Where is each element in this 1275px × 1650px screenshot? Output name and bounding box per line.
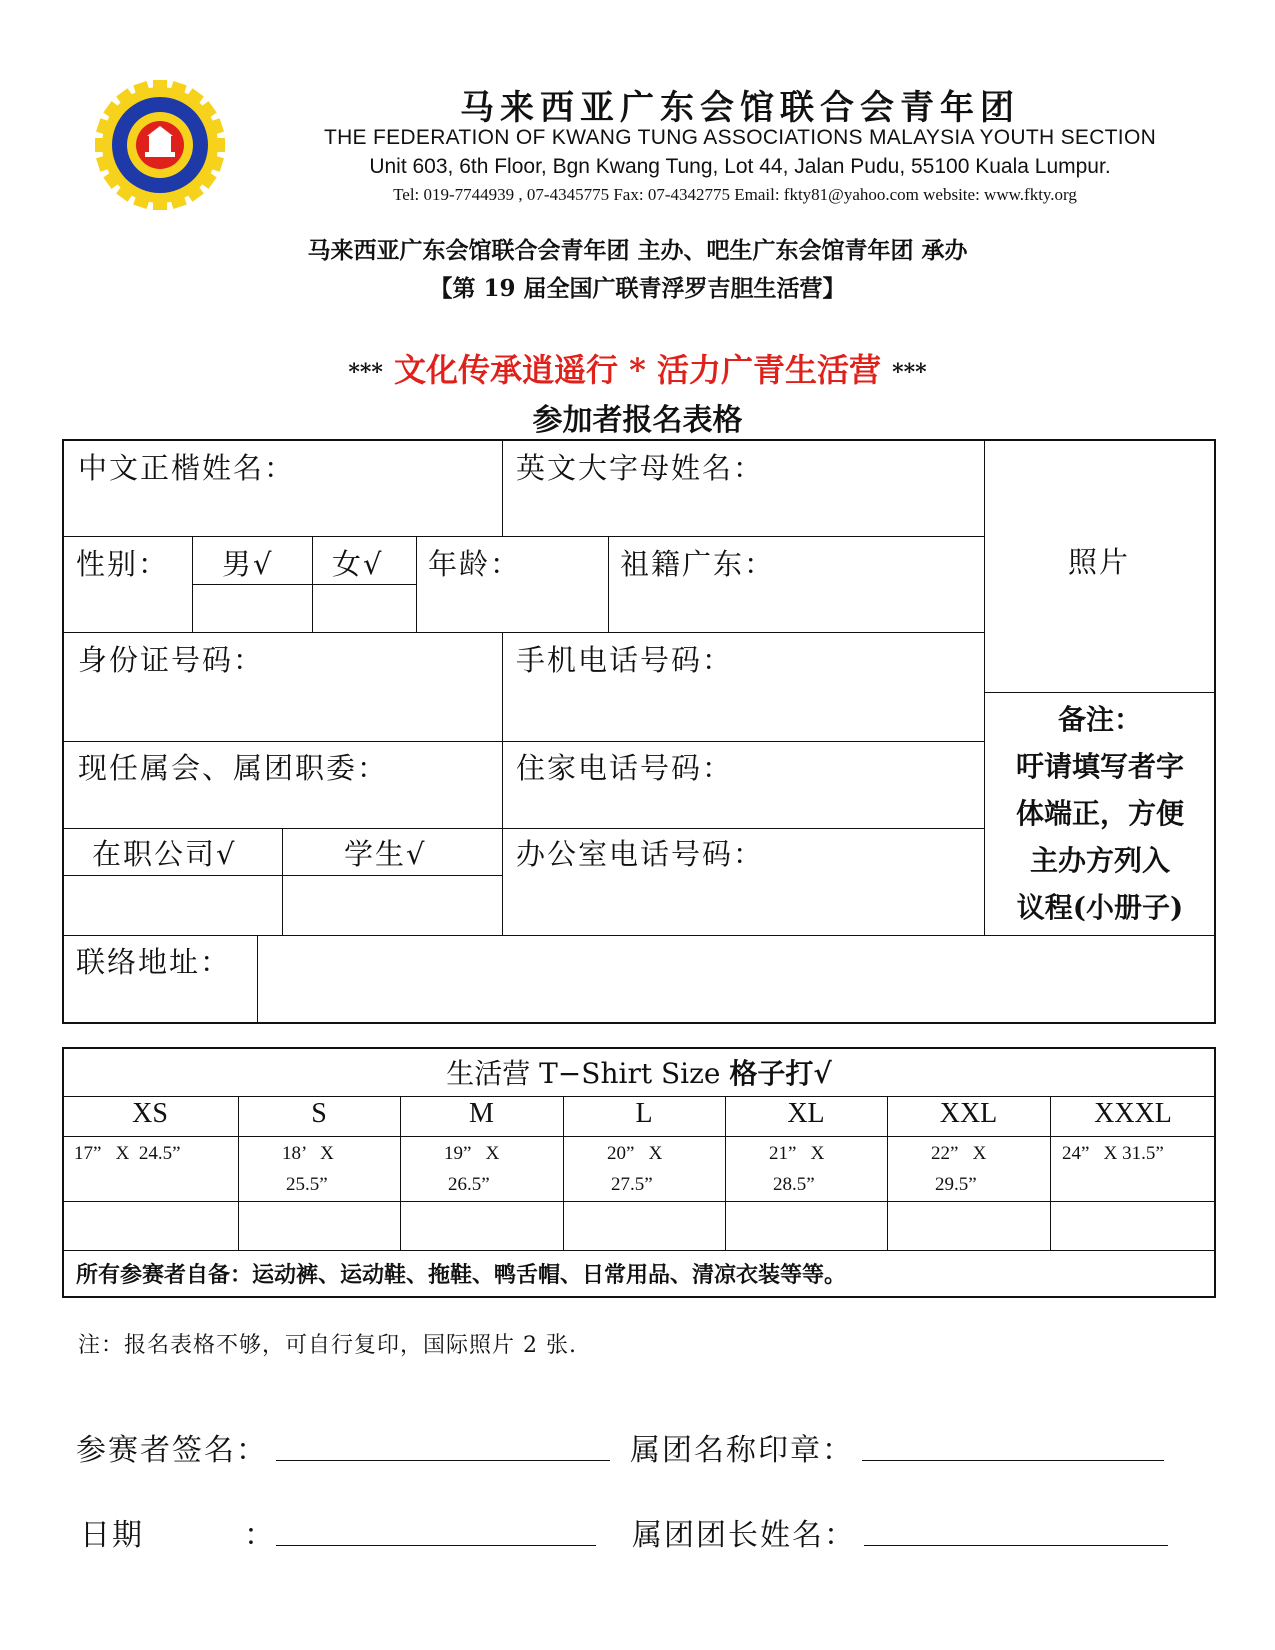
label-name-english: 英文大字母姓名： xyxy=(516,451,765,485)
label-date: 日期 xyxy=(80,1518,144,1553)
size-dimension: 28.5” xyxy=(773,1174,815,1195)
tshirt-title xyxy=(62,1052,1216,1092)
remark-title: 备注： xyxy=(1057,703,1142,736)
label-origin: 祖籍广东： xyxy=(620,547,776,581)
label-male: 男√ xyxy=(222,547,274,581)
size-dimension: 25.5” xyxy=(286,1174,328,1195)
label-ic-number: 身份证号码： xyxy=(78,643,265,677)
size-label: XXXL xyxy=(1094,1098,1172,1129)
size-checkbox-cell[interactable] xyxy=(238,1202,400,1249)
size-dimension: 27.5” xyxy=(611,1174,653,1195)
org-name-english: THE FEDERATION OF KWANG TUNG ASSOCIATIONS MALAYSIA YOUTH SECTION xyxy=(323,126,1157,149)
size-label: XXL xyxy=(939,1098,998,1129)
remark-line: 主办方列入 xyxy=(1029,844,1170,877)
size-dimension: 26.5” xyxy=(448,1174,490,1195)
event-name: 【第 19 届全国广联青浮罗吉胆生活营】 xyxy=(429,275,846,302)
tshirt-footer-note: 所有参赛者自备：运动裤、运动鞋、拖鞋、鸭舌帽、日常用品、清凉衣装等等。 xyxy=(76,1262,847,1288)
size-label: M xyxy=(469,1098,494,1129)
org-name-chinese: 马来西亚广东会馆联合会青年团 xyxy=(460,88,1020,128)
remark-line: 吁请填写者字 xyxy=(1015,750,1184,783)
size-dimension: 22” X xyxy=(931,1143,987,1164)
tshirt-title-bold: 格子打√ xyxy=(729,1057,832,1090)
size-label: XS xyxy=(132,1098,168,1129)
org-contact: Tel: 019-7744939 , 07-4345775 Fax: 07-4342775 Email: fkty81@yahoo.com website: www.fkty.org xyxy=(393,185,1077,204)
label-age: 年龄： xyxy=(428,547,522,581)
size-checkbox-cell[interactable] xyxy=(1050,1202,1216,1249)
label-female: 女√ xyxy=(332,547,384,581)
label-date-colon: ： xyxy=(244,1518,276,1553)
group-leader-line[interactable] xyxy=(864,1545,1168,1546)
organizers-line: 马来西亚广东会馆联合会青年团 主办、吧生广东会馆青年团 承办 xyxy=(307,237,968,264)
photocopy-note: 注：报名表格不够，可自行复印，国际照片 2 张. xyxy=(78,1333,577,1358)
size-dimension: 21” X xyxy=(769,1143,825,1164)
size-label: XL xyxy=(787,1098,825,1129)
label-position: 现任属会、属团职委： xyxy=(78,751,389,785)
label-name-chinese: 中文正楷姓名： xyxy=(78,451,296,485)
label-group-leader: 属团团长姓名： xyxy=(632,1518,856,1553)
label-address: 联络地址： xyxy=(76,945,232,979)
size-checkbox-cell[interactable] xyxy=(887,1202,1050,1249)
org-address: Unit 603, 6th Floor, Bgn Kwang Tung, Lot 44, Jalan Pudu, 55100 Kuala Lumpur. xyxy=(369,155,1111,178)
size-label: L xyxy=(635,1098,653,1129)
label-home-phone: 住家电话号码： xyxy=(516,751,734,785)
size-checkbox-cell[interactable] xyxy=(62,1202,238,1249)
remark-box xyxy=(986,696,1214,931)
size-checkbox-cell[interactable] xyxy=(400,1202,563,1249)
size-dimension: 19” X xyxy=(444,1143,500,1164)
slogan xyxy=(0,345,1275,391)
size-dimension: 20” X xyxy=(607,1143,663,1164)
size-checkbox-cell[interactable] xyxy=(725,1202,887,1249)
label-student: 学生√ xyxy=(344,837,427,871)
date-line[interactable] xyxy=(276,1545,596,1546)
size-dimension: 24” X 31.5” xyxy=(1062,1143,1164,1164)
participant-signature-line[interactable] xyxy=(276,1460,610,1461)
slogan-stars-right: *** xyxy=(892,359,927,386)
size-dimension: 17” X 24.5” xyxy=(74,1143,181,1164)
federation-logo xyxy=(95,80,225,210)
label-office-phone: 办公室电话号码： xyxy=(516,837,765,871)
tshirt-title-text: 生活营 T−Shirt Size xyxy=(446,1057,721,1090)
group-stamp-line[interactable] xyxy=(862,1460,1164,1461)
size-label: S xyxy=(311,1098,327,1129)
label-group-stamp: 属团名称印章： xyxy=(630,1433,854,1468)
label-photo: 照片 xyxy=(1068,545,1131,579)
label-gender: 性别： xyxy=(76,547,170,581)
remark-line: 体端正，方便 xyxy=(1015,797,1184,830)
slogan-stars-left: *** xyxy=(348,359,383,386)
size-dimension: 29.5” xyxy=(935,1174,977,1195)
label-mobile: 手机电话号码： xyxy=(516,643,734,677)
label-participant-signature: 参赛者签名： xyxy=(76,1433,268,1468)
slogan-text: 文化传承逍遥行 * 活力广青生活营 xyxy=(393,351,882,389)
remark-line: 议程(小册子) xyxy=(1016,891,1184,924)
size-checkbox-cell[interactable] xyxy=(563,1202,725,1249)
form-title: 参加者报名表格 xyxy=(532,403,743,438)
size-dimension: 18’ X xyxy=(282,1143,334,1164)
label-employed: 在职公司√ xyxy=(92,837,237,871)
